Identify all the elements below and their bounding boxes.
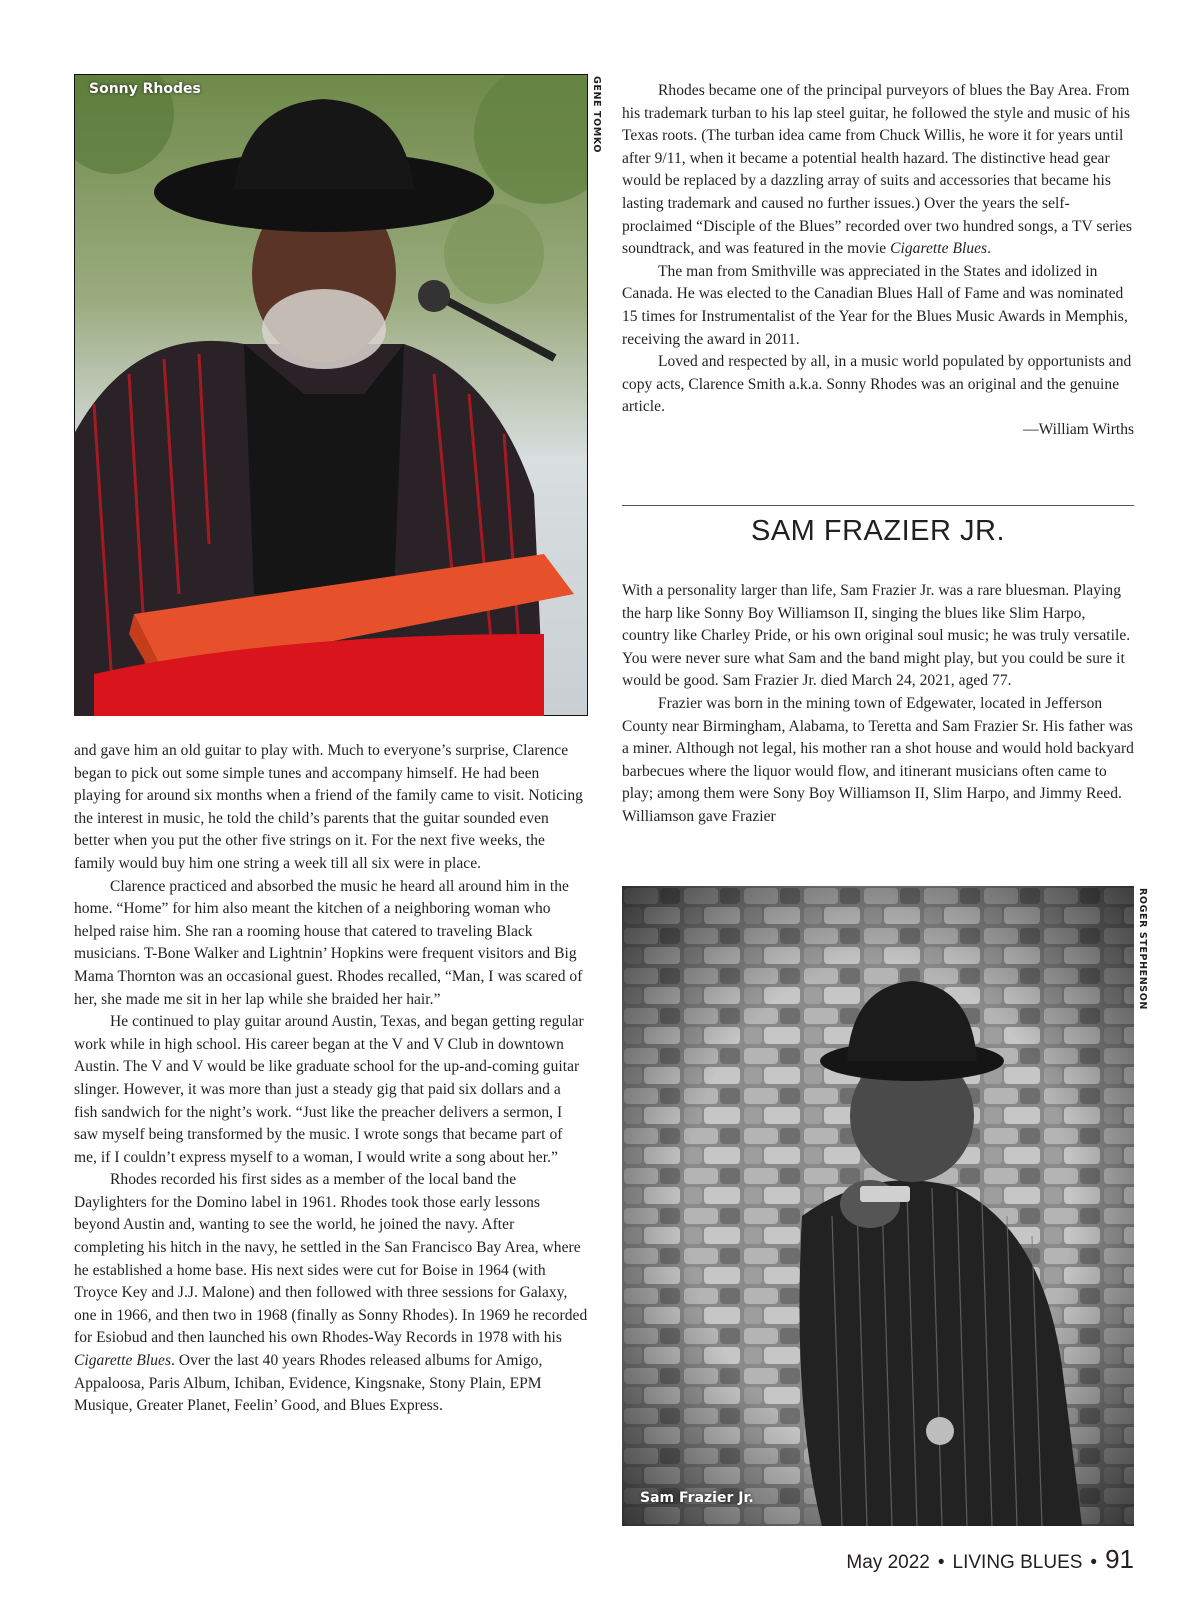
headline-sam-frazier: SAM FRAZIER JR. — [750, 515, 1005, 547]
footer-bullet-2: • — [1090, 1552, 1098, 1573]
frazier-paragraph-1: With a personality larger than life, Sam Frazier Jr. was a rare bluesman. Playing the harp like Sonny Boy Williamson II, singing the blues like Slim Harpo, country like Charley Pride, or his own original soul music; he was truly versatile. You were never sure what Sam and the band might play, but you could be sure it would be good. Sam Frazier Jr. died March 24, 2021, aged 77. — [622, 582, 1131, 690]
credit-roger-stephenson: ROGER STEPHENSON — [1137, 888, 1148, 1010]
right-paragraph-1-a: Rhodes became one of the principal purveyors of blues the Bay Area. From his trademark turban to his lap steel guitar, he followed the style and music of his Texas roots. (The turban idea came from Chuck Willis, he wore it for years until after 9/11, when it became a potential health hazard. The distinctive head gear would be replaced by a dazzling array of suits and accessories that became his lasting trademark and caused no further issues.) Over the years the self-proclaimed “Disciple of the Blues” recorded over two hundred songs, a TV series soundtrack, and was featured in the movie — [622, 82, 1132, 258]
left-column — [74, 740, 588, 1418]
page-footer — [846, 1544, 1134, 1575]
left-paragraph-1: and gave him an old guitar to play with. Much to everyone’s surprise, Clarence began to pick out some simple tunes and accompany himself. He had been playing for around six months when a friend of the family came to visit. Noticing the interest in music, he told the child’s parents that the guitar sounded even better when you put the other five strings on it. For the next five weeks, the family would buy him one string a week till all six were in place. — [74, 742, 583, 872]
photo-sam-frazier — [622, 886, 1134, 1526]
right-paragraph-2: The man from Smithville was appreciated in the States and idolized in Canada. He was elected to the Canadian Blues Hall of Fame and was nominated 15 times for Instrumentalist of the Year for the Blues Music Awards in Memphis, receiving the award in 2011. — [622, 262, 1128, 348]
author-signature: —William Wirths — [1023, 420, 1134, 438]
left-paragraph-4-b: . Over the last 40 years Rhodes released albums for Amigo, Appaloosa, Paris Album, Ichiban, Evidence, Kingsnake, Stony Plain, EPM Musique, Greater Planet, Feelin’ Good, and Blues Express. — [74, 1352, 543, 1415]
caption-sonny-rhodes: Sonny Rhodes — [89, 81, 201, 97]
right-paragraph-3: Loved and respected by all, in a music world populated by opportunists and copy acts, Clarence Smith a.k.a. Sonny Rhodes was an original and the genuine article. — [622, 353, 1132, 416]
sonny-rhodes-image — [74, 74, 588, 716]
left-paragraph-4 — [74, 1169, 588, 1418]
right-paragraph-1-title: Cigarette Blues — [890, 240, 988, 258]
frazier-column — [622, 580, 1134, 829]
right-paragraph-1 — [622, 80, 1134, 261]
left-paragraph-4-a: Rhodes recorded his first sides as a member of the local band the Daylighters for the Domino label in 1961. Rhodes took those early lessons beyond Austin and, wanting to see the world, he joined the navy. After completing his hitch in the navy, he settled in the San Francisco Bay Area, where he established a home base. His next sides were cut for Boise in 1964 (with Troyce Key and J.J. Malone) and then followed with three sessions for Galaxy, one in 1966, and then two in 1968 (finally as Sonny Rhodes). In 1969 he recorded for Esiobud and then launched his own Rhodes-Way Records in 1978 with his — [74, 1171, 588, 1347]
left-paragraph-4-title: Cigarette Blues — [74, 1352, 172, 1370]
left-paragraph-3: He continued to play guitar around Austin, Texas, and began getting regular work while in high school. His career began at the V and V Club in downtown Austin. The V and V would be like graduate school for the up-and-coming guitar slinger. However, it was more than just a steady gig that paid six dollars and a fish sandwich for the night’s work. “Just like the preacher delivers a sermon, I saw myself being transformed by the music. I wrote songs that became part of me, if I couldn’t express myself to a woman, I would write a song about her.” — [74, 1013, 584, 1166]
left-paragraph-2: Clarence practiced and absorbed the music he heard all around him in the home. “Home” for him also meant the kitchen of a neighboring woman who helped raise him. She ran a rooming house that catered to traveling Black musicians. T-Bone Walker and Lightnin’ Hopkins were frequent visitors and Big Mama Thornton was an occasional guest. Rhodes recalled, “Man, I was scared of her, she made me sit in her lap while she braided her hair.” — [74, 877, 583, 1008]
sam-frazier-image — [622, 886, 1134, 1526]
caption-sam-frazier: Sam Frazier Jr. — [640, 1490, 754, 1506]
photo-sonny-rhodes — [74, 74, 588, 716]
credit-gene-tomko: GENE TOMKO — [591, 76, 602, 154]
right-paragraph-1-b: . — [987, 240, 992, 258]
footer-issue-date: May 2022 — [846, 1552, 930, 1573]
frazier-paragraph-2: Frazier was born in the mining town of Edgewater, located in Jefferson County near Birmingham, Alabama, to Teretta and Sam Frazier Sr. His father was a miner. Although not legal, his mother ran a shot house and would hold backyard barbecues where the liquor would flow, and itinerant musicians often came to play; among them were Sony Boy Williamson II, Slim Harpo, and Jimmy Reed. Williamson gave Frazier — [622, 694, 1134, 825]
footer-bullet-1: • — [937, 1552, 945, 1573]
footer-magazine-name: LIVING BLUES — [952, 1552, 1083, 1573]
right-column — [622, 80, 1134, 441]
section-divider — [622, 505, 1134, 506]
footer-page-number: 91 — [1105, 1544, 1134, 1574]
